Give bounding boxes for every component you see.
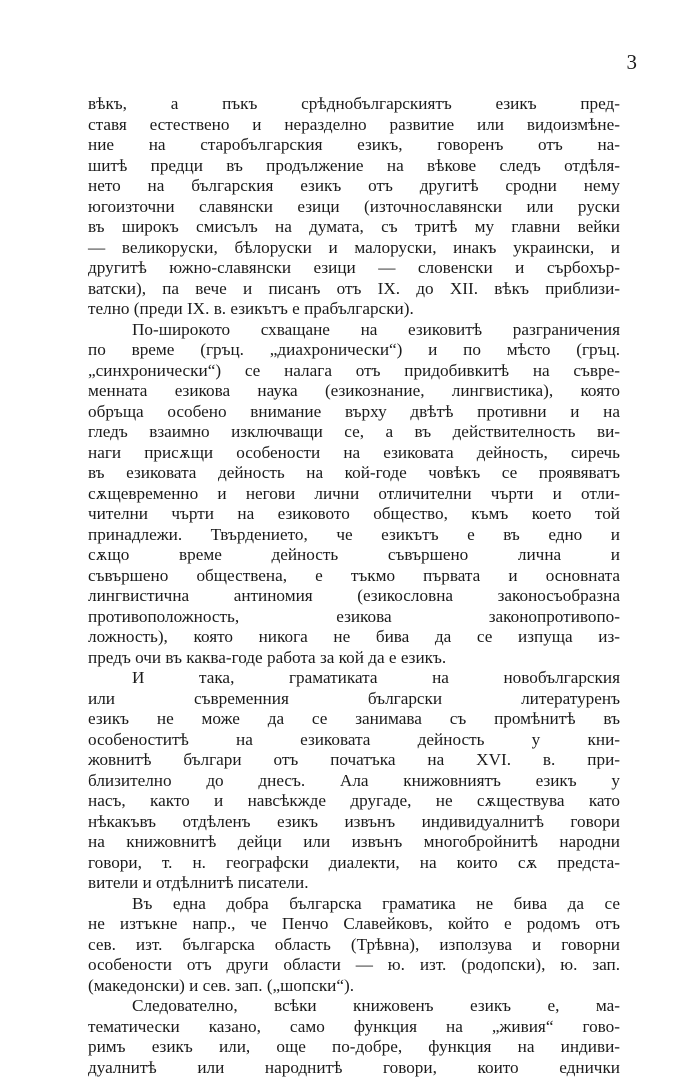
paragraph [88, 894, 620, 997]
text-line: чителни чърти на езиковото общество, къмъ което той [88, 504, 620, 525]
text-line: сѫщевременно и негови лични отличителни чърти и отли- [88, 484, 620, 505]
text-line: дуалнитѣ или народнитѣ говори, които еднички [88, 1058, 620, 1078]
text-line: или съвременния български литературенъ [88, 689, 620, 710]
text-line: сев. изт. българска область (Трѣвна), използува и говорни [88, 935, 620, 956]
text-line: телно (преди IX. в. езикътъ е прабългарски). [88, 299, 620, 320]
text-line: по време (гръц. „диахронически“) и по мѣсто (гръц. [88, 340, 620, 361]
text-line: другитѣ южно-славянски езици — словенски и сърбохър- [88, 258, 620, 279]
text-line: езикъ не може да се занимава съ промѣнитѣ въ [88, 709, 620, 730]
text-line: принадлежи. Твърдението, че езикътъ е въ едно и [88, 525, 620, 546]
text-line: говори, т. н. географски диалекти, на които сѫ предста- [88, 853, 620, 874]
text-line: Въ една добра българска граматика не бива да се [88, 894, 620, 915]
text-line: вѣкъ, а пъкъ срѣднобългарскиятъ езикъ пред- [88, 94, 620, 115]
text-line: противоположность, езикова законопротивопо- [88, 607, 620, 628]
text-line: въ широкъ смисълъ на думата, съ тритѣ му главни вейки [88, 217, 620, 238]
text-line: вители и отдѣлнитѣ писатели. [88, 873, 620, 894]
text-line: По-широкото схващане на езиковитѣ разграничения [88, 320, 620, 341]
text-line: сѫщо време дейность съвършено лична и [88, 545, 620, 566]
text-line: Следователно, всѣки книжовенъ езикъ е, ма- [88, 996, 620, 1017]
text-line: съвършено обществена, е тъкмо първата и основната [88, 566, 620, 587]
text-line: гледъ взаимно изключващи се, а въ действителность ви- [88, 422, 620, 443]
text-line: ставя естествено и неразделно развитие или видоизмѣне- [88, 115, 620, 136]
text-line: нѣкакъвъ отдѣленъ езикъ извънъ индивидуалнитѣ говори [88, 812, 620, 833]
text-line: И така, граматиката на новобългарския [88, 668, 620, 689]
text-line: менната езикова наука (езикознание, лингвистика), която [88, 381, 620, 402]
text-line: ватски), па вече и писанъ отъ IX. до XII. вѣкъ приблизи- [88, 279, 620, 300]
text-line: югоизточни славянски езици (източнославянски или руски [88, 197, 620, 218]
paragraph [88, 94, 620, 320]
text-line: особености отъ други области — ю. изт. (родопски), ю. зап. [88, 955, 620, 976]
text-line: не изтъкне напр., че Пенчо Славейковъ, който е родомъ отъ [88, 914, 620, 935]
text-line: предъ очи въ каква-годе работа за кой да е езикъ. [88, 648, 620, 669]
text-line: на книжовнитѣ дейци или извънъ многобройнитѣ народни [88, 832, 620, 853]
text-line: „синхронически“) се налага отъ придобивкитѣ на съвре- [88, 361, 620, 382]
page-number: 3 [627, 52, 638, 73]
text-line: обръща особено внимание върху двѣтѣ противни и на [88, 402, 620, 423]
text-line: жовнитѣ българи отъ початъка на XVI. в. при- [88, 750, 620, 771]
text-line: особеноститѣ на езиковата дейность у кни- [88, 730, 620, 751]
paragraph [88, 320, 620, 669]
paragraph [88, 668, 620, 894]
body-text [88, 94, 620, 1078]
text-line: — великоруски, бѣлоруски и малоруски, инакъ украински, и [88, 238, 620, 259]
text-line: насъ, както и навсѣкжде другаде, не сѫществува като [88, 791, 620, 812]
text-line: ложность), която никога не бива да се изпуща из- [88, 627, 620, 648]
text-line: (македонски) и сев. зап. („шопски“). [88, 976, 620, 997]
text-line: тематически казано, само функция на „живия“ гово- [88, 1017, 620, 1038]
paragraph [88, 996, 620, 1078]
text-line: нето на българския езикъ отъ другитѣ сродни нему [88, 176, 620, 197]
text-line: близително до днесъ. Ала книжовниятъ езикъ у [88, 771, 620, 792]
text-line: римъ езикъ или, още по-добре, функция на индиви- [88, 1037, 620, 1058]
text-line: ние на старобългарския езикъ, говоренъ отъ на- [88, 135, 620, 156]
text-line: лингвистична антиномия (езикословна законосъобразна [88, 586, 620, 607]
text-line: наги присѫщи особености на езиковата дейность, сиречь [88, 443, 620, 464]
text-line: шитѣ предци въ продължение на вѣкове следъ отдѣля- [88, 156, 620, 177]
text-line: въ езиковата дейность на кой-годе човѣкъ се проявяватъ [88, 463, 620, 484]
